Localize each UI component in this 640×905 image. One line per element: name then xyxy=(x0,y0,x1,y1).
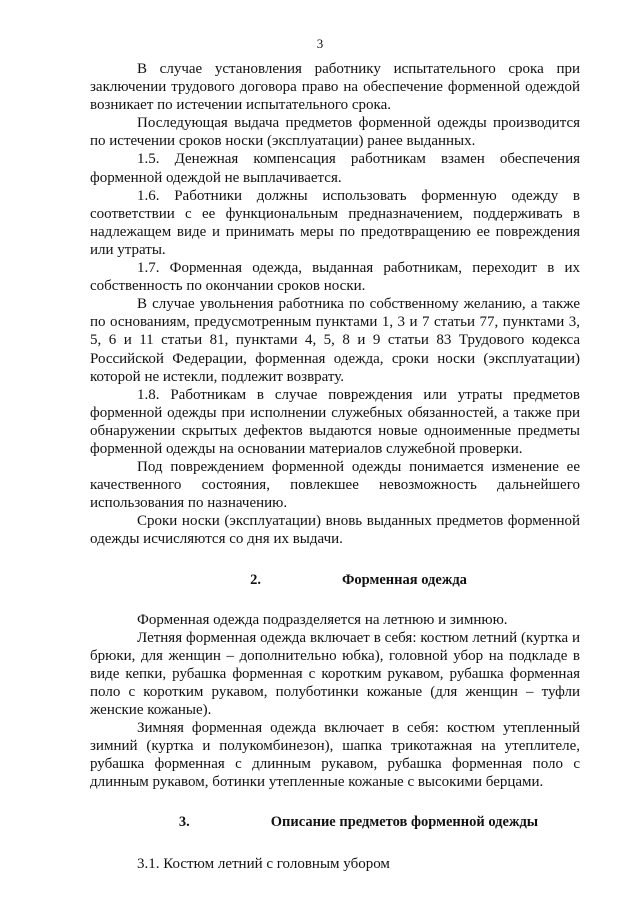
paragraph-wear-period: Сроки носки (эксплуатации) вновь выданных предметов форменной одежды исчисляются со дня их выдачи. xyxy=(90,513,580,548)
document-body xyxy=(90,60,580,874)
paragraph-subsequent-issue: Последующая выдача предметов форменной одежды производится по истечении сроков носки (эксплуатации) ранее выданных. xyxy=(90,115,580,150)
paragraph-3-1: 3.1. Костюм летний с головным убором xyxy=(137,856,390,873)
section-number: 3. xyxy=(178,814,190,831)
section-title: Форменная одежда xyxy=(341,571,467,588)
section-heading-3 xyxy=(90,813,580,831)
paragraph-damage-definition: Под повреждением форменной одежды понимается изменение ее качественного состояния, повлекшее невозможность дальнейшего использования по назначению. xyxy=(90,459,580,512)
paragraph-dismissal: В случае увольнения работника по собственному желанию, а также по основаниям, предусмотренным пунктами 1, 3 и 7 статьи 77, пунктами 3, 5, 6 и 11 статьи 81, пунктами 4, 5, 8 и 9 статьи 83 Трудового кодекса Российской Федерации, форменная одежда, сроки носки (эксплуатации) которой не истекли, подлежит возврату. xyxy=(90,296,580,385)
paragraph-1-7: 1.7. Форменная одежда, выданная работникам, переходит в их собственность по окончании сроков носки. xyxy=(90,260,580,295)
paragraph-1-6: 1.6. Работники должны использовать форменную одежду в соответствии с ее функциональным предназначением, поддерживать в надлежащем виде и принимать меры по предотвращению ее повреждения или утраты. xyxy=(90,187,580,258)
paragraph-uniform-types: Форменная одежда подразделяется на летнюю и зимнюю. xyxy=(137,611,508,628)
section-title: Описание предметов форменной одежды xyxy=(270,814,539,831)
page-number: 3 xyxy=(316,36,324,51)
section-heading-2 xyxy=(90,571,580,589)
paragraph-summer-uniform: Летняя форменная одежда включает в себя: костюм летний (куртка и брюки, для женщин – дополнительно юбка), головной убор на подкладе в виде кепки, рубашка форменная с коротким рукавом, рубашка форменная поло с коротким рукавом, полуботинки кожаные (для женщин – туфли женские кожаные). xyxy=(90,629,580,718)
paragraph-winter-uniform: Зимняя форменная одежда включает в себя: костюм утепленный зимний (куртка и полукомбинезон), шапка трикотажная на утеплителе, рубашка форменная с длинным рукавом, рубашка форменная поло с длинным рукавом, ботинки утепленные кожаные с высокими берцами. xyxy=(90,720,580,791)
paragraph-1-8: 1.8. Работникам в случае повреждения или утраты предметов форменной одежды при исполнении служебных обязанностей, а также при обнаружении скрытых дефектов выдаются новые одноименные предметы форменной одежды на основании материалов служебной проверки. xyxy=(90,386,580,457)
paragraph-1-5: 1.5. Денежная компенсация работникам взамен обеспечения форменной одеждой не выплачивается. xyxy=(90,151,580,186)
paragraph-probation: В случае установления работнику испытательного срока при заключении трудового договора право на обеспечение форменной одеждой возникает по истечении испытательного срока. xyxy=(90,61,580,114)
section-number: 2. xyxy=(250,571,261,588)
